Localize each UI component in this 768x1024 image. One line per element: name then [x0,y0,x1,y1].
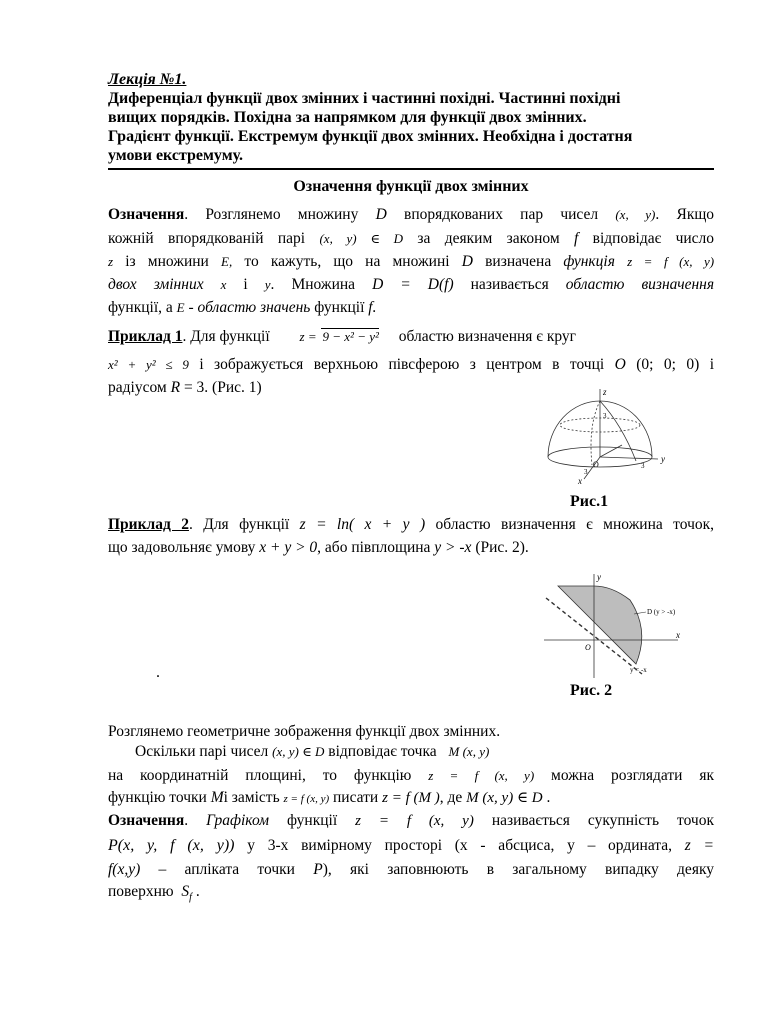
text: . Для функції [188,516,290,533]
condition: x + y > 0 [259,539,318,556]
term-function: функція [563,253,615,270]
figure2-half-plane-diagram [538,570,698,680]
formula: D = D(f) [372,276,454,293]
text: радіусом [108,379,167,396]
set-d: D [461,253,473,270]
text: можна розглядати як [551,767,715,784]
text: із множини [125,253,209,270]
formula: f(x,y) [108,861,141,878]
stray-dot: . [156,664,160,681]
var-z: z [108,254,114,269]
formula: z = [684,837,714,854]
text: . Розглянемо множину [184,206,359,223]
formula: z = f (M ) [382,790,440,806]
meridian-dashed [591,401,600,465]
text: ), які заповнюють в загальному випадку деяку [322,861,715,878]
definition2-line-3 [108,859,714,881]
text: і зображується верхньою півсферою з центром в точці [199,356,605,373]
figure1-hemisphere-diagram [540,385,690,485]
formula: z = f (x, y) [428,768,535,783]
text: функції [287,812,338,829]
definition1-line-2 [108,228,714,250]
text: на координатній площині, то функцію [108,767,412,784]
text: двох змінних [108,276,204,293]
function-f: f. [368,299,377,316]
para-line-2 [135,741,595,763]
meridian-curve [600,401,636,461]
text: відповідає точка [328,743,437,760]
text: . Для функції [182,328,270,345]
formula: z = [299,329,317,344]
term-range: областю значень [197,299,311,316]
text: відповідає число [592,230,715,247]
text: . [195,883,200,900]
set-e: E, [221,254,233,269]
header-divider [108,168,714,170]
text: , або півплощина [317,539,431,556]
law-f: f [573,230,579,247]
text: (0; 0; 0) і [636,356,715,373]
lecture-label: Лекція №1. [108,71,187,88]
para-line-3 [108,765,714,787]
text: - [188,299,194,316]
subscript-f: f [189,892,192,904]
text: Розглянемо геометричне зображення функції двох змінних. [108,723,501,740]
lecture-number [108,70,714,89]
origin-label: O [593,460,599,469]
formula: z = ln( x + y ) [299,516,426,533]
header-title-line-3: Градієнт функції. Екстремум функції двох змінних. Необхідна і достатня [108,128,633,145]
domain-label: D (y > -x) [647,608,676,616]
example1-line-2 [108,354,714,376]
definition1-line-1 [108,204,714,226]
sqrt-formula: 9 − x² − y² [322,329,379,344]
var-x: x [220,277,227,292]
formula: (x, y) [615,207,656,222]
formula: z = f (x, y) [627,254,715,269]
text: впорядкованих пар чисел [404,206,599,223]
text: називається [470,276,549,293]
header-title-line-2: вищих порядків. Похідна за напрямком для функції двох змінних. [108,109,587,126]
text: . Множина [270,276,356,293]
example2-line-2 [108,537,714,559]
z-axis-label: z [603,387,607,397]
var-y: y [264,277,271,292]
para-line-1 [108,721,714,743]
header-title-line-1: Диференціал функції двох змінних і частинні похідні. Частинні похідні [108,90,621,107]
text: Оскільки парі чисел [135,743,269,760]
text: , де [439,789,463,806]
tick-3-z: 3 [603,412,607,420]
text: у 3-х вимірному просторі (x - абсциса, y – ордината, [247,837,673,854]
formula: P(x, y, f (x, y)) [108,837,235,854]
text: писати [333,789,379,806]
text: областю визначення є множина точок, [435,516,715,533]
set-d: D [375,206,387,223]
tick-3-x: 3 [584,468,588,476]
text: – апліката точки [158,861,295,878]
text: (Рис. 2). [475,539,529,556]
text: називається сукупність точок [491,812,715,829]
example2-term: Приклад 2 [108,516,189,533]
line-label: y = -x [630,666,647,674]
text: функцію точки [108,789,207,806]
text: і [243,276,248,293]
origin-label: O [585,643,591,652]
definition1-line-5 [108,297,714,319]
point-m: M [210,789,224,806]
term-domain: областю визначення [565,276,715,293]
text: областю визначення є круг [398,328,577,345]
para-line-4 [108,787,714,810]
text: кожній впорядкованій парі [108,230,306,247]
y-axis-label: y [597,572,601,582]
tick-3-y: 3 [641,462,645,470]
example1-line-1 [108,326,714,348]
text: поверхню [108,883,174,900]
text: за деяким законом [417,230,560,247]
formula: x² + y² ≤ 9 [108,357,189,372]
formula: M (x, y) ∈ D [466,790,543,806]
definition2-line-2 [108,835,714,857]
definition1-term: Означення [108,206,185,223]
term-graph: Графіком [206,812,270,829]
formula: M (x, y) [448,744,490,759]
formula: z = f (x, y) [355,813,474,829]
definition2-line-4 [108,881,714,909]
var-r: R [170,379,181,396]
text: . [546,789,551,806]
y-axis [600,457,658,459]
formula: (x, y) ∈ D [272,744,325,759]
definition1-line-4 [108,274,714,296]
text: що задовольняє умову [108,539,256,556]
surface-s: S [181,883,190,900]
text: то кажуть, що на множині [244,253,450,270]
formula: (x, y) ∈ D [319,231,404,246]
set-e: E [176,300,185,315]
section-title: Означення функції двох змінних [293,178,529,195]
shaded-domain [558,586,642,664]
text: . Якщо [655,206,715,223]
example2-line-1 [108,514,714,536]
text: . [184,812,189,829]
text: і замість [223,789,280,806]
figure1-caption: Рис.1 [570,493,609,510]
formula: z = f (x, y) [283,793,330,805]
half-plane: y > -x [434,539,472,556]
text: функції [314,299,365,316]
point-o: O [614,356,626,373]
point-p: P [313,861,323,878]
x-axis-label: x [676,630,680,640]
definition1-line-3 [108,251,714,273]
text: = 3. (Рис. 1) [183,379,262,396]
header-title-line-4: умови екстремуму. [108,147,243,164]
text: функції, а [108,299,173,316]
y-axis-label: y [661,454,665,464]
figure2-caption: Рис. 2 [570,682,613,699]
definition2-line-1 [108,810,714,832]
text: визначена [485,253,552,270]
x-axis-label: x [578,476,582,485]
example1-term: Приклад 1 [108,328,183,345]
definition2-term: Означення [108,812,185,829]
